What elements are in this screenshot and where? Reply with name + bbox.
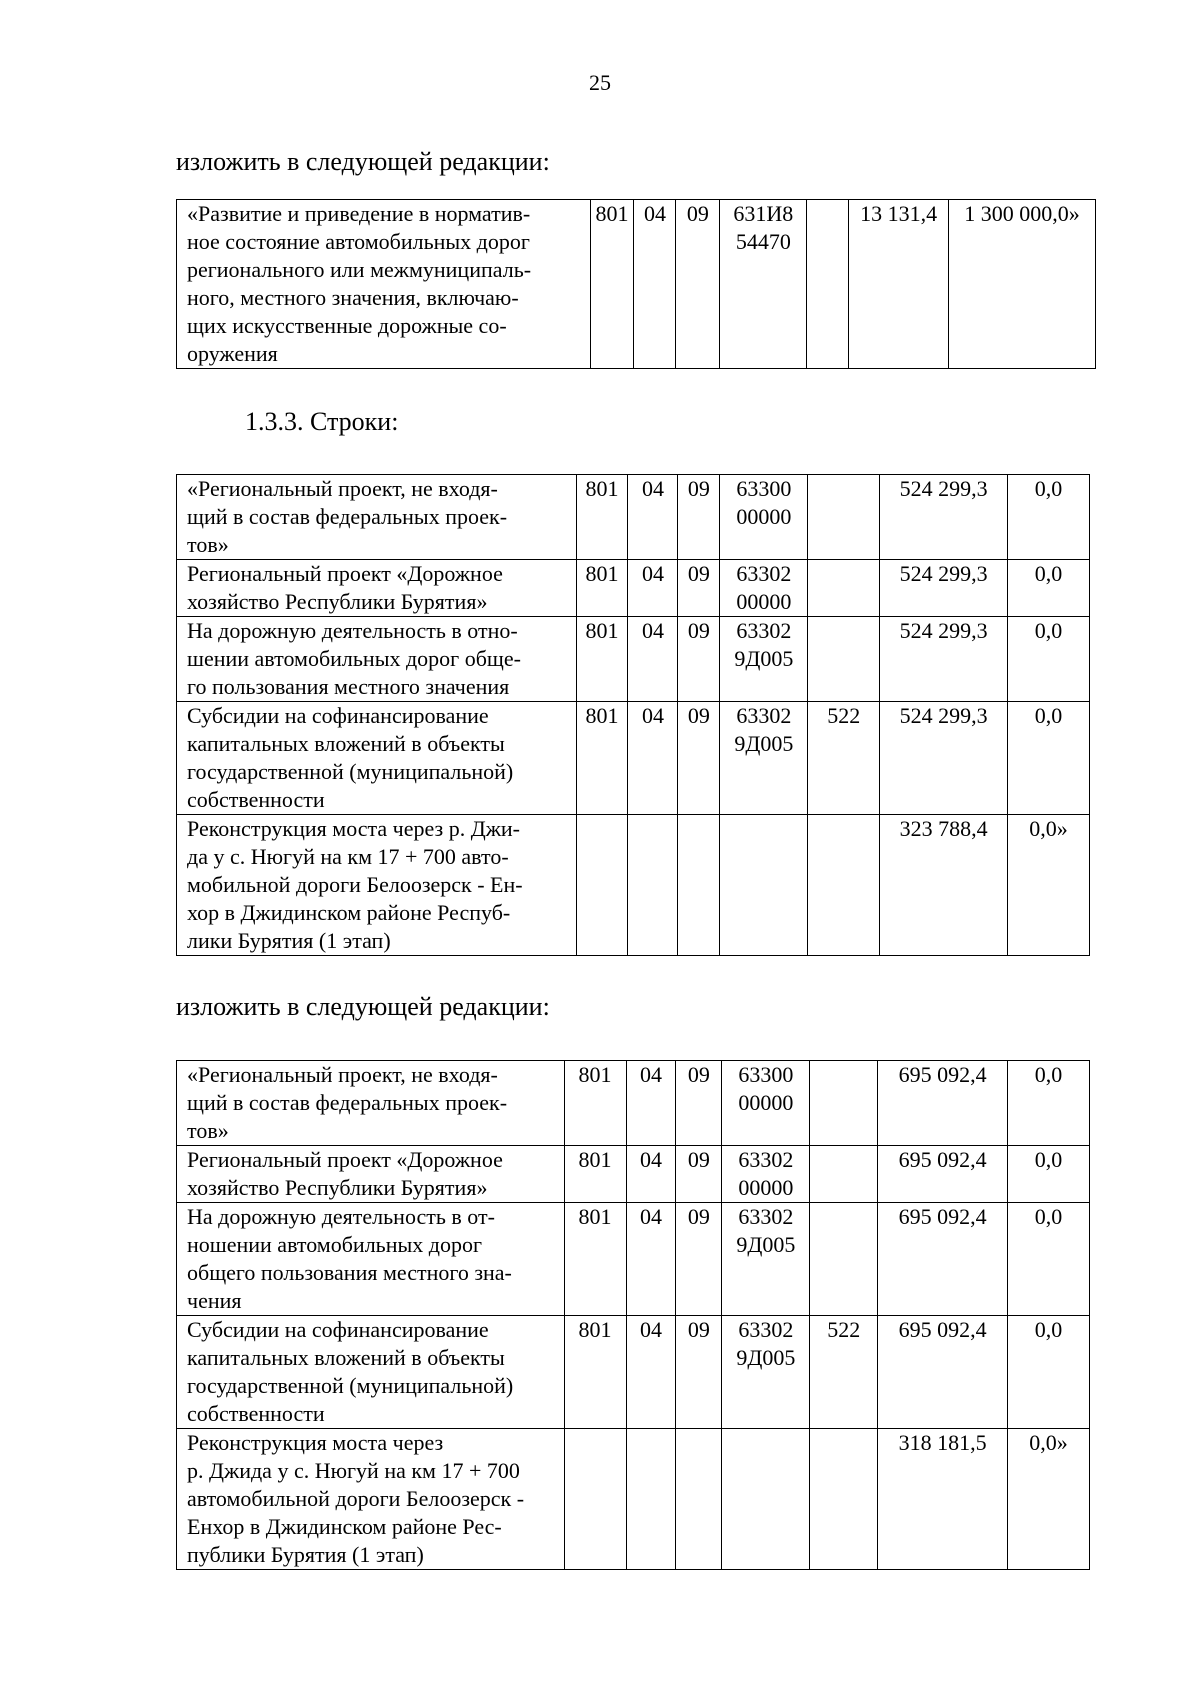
amount-2: 0,0» <box>1008 1429 1090 1570</box>
amount-1: 13 131,4 <box>849 200 949 369</box>
code-target-article: 63302 9Д005 <box>720 617 808 702</box>
code-subsection <box>676 1429 722 1570</box>
code-subsection: 09 <box>678 475 720 560</box>
table-2-body <box>177 475 1090 956</box>
code-expense-type <box>810 1429 878 1570</box>
amount-1: 524 299,3 <box>880 475 1008 560</box>
table-row <box>177 560 1090 617</box>
code-section <box>628 815 678 956</box>
code-subsection: 09 <box>678 560 720 617</box>
row-description: На дорожную деятельность в отно- шении автомобильных дорог обще- го пользования местного значения <box>177 617 577 702</box>
code-department: 801 <box>564 1061 626 1146</box>
table-row <box>177 1316 1090 1429</box>
amount-2: 0,0 <box>1008 560 1090 617</box>
code-target-article: 63302 9Д005 <box>722 1203 810 1316</box>
code-department: 801 <box>564 1316 626 1429</box>
code-subsection: 09 <box>678 702 720 815</box>
amount-2: 0,0 <box>1008 1316 1090 1429</box>
code-expense-type: 522 <box>810 1316 878 1429</box>
amount-1: 695 092,4 <box>878 1316 1008 1429</box>
code-target-article: 63302 9Д005 <box>722 1316 810 1429</box>
amount-2: 0,0 <box>1008 475 1090 560</box>
table-row <box>177 617 1090 702</box>
code-expense-type <box>808 475 880 560</box>
code-expense-type <box>808 617 880 702</box>
section-heading-3: изложить в следующей редакции: <box>176 992 550 1021</box>
code-expense-type <box>808 815 880 956</box>
code-department: 801 <box>576 475 628 560</box>
code-department: 801 <box>564 1146 626 1203</box>
row-description: Реконструкция моста через р. Джи- да у с. Нюгуй на км 17 + 700 авто- мобильной дороги Белоозерск - Ен- хор в Джидинском районе Респуб- лики Бурятия (1 этап) <box>177 815 577 956</box>
code-subsection: 09 <box>678 617 720 702</box>
code-department: 801 <box>576 617 628 702</box>
code-subsection <box>678 815 720 956</box>
row-description: «Развитие и приведение в норматив- ное состояние автомобильных дорог регионального или межмуниципаль- ного, местного значения, включаю- щих искусственные дорожные со- оружения <box>177 200 591 369</box>
amount-1: 524 299,3 <box>880 702 1008 815</box>
code-section: 04 <box>628 702 678 815</box>
code-subsection: 09 <box>676 200 720 369</box>
code-target-article: 63302 9Д005 <box>720 702 808 815</box>
page-number: 25 <box>589 70 611 95</box>
code-expense-type <box>807 200 849 369</box>
row-description: Региональный проект «Дорожное хозяйство Республики Бурятия» <box>177 1146 565 1203</box>
code-target-article: 631И8 54470 <box>720 200 807 369</box>
code-expense-type <box>808 560 880 617</box>
row-description: Субсидии на софинансирование капитальных вложений в объекты государственной (муниципальной) собственности <box>177 1316 565 1429</box>
table-row <box>177 200 1096 369</box>
code-department: 801 <box>590 200 634 369</box>
budget-table-3 <box>176 1060 1090 1570</box>
code-expense-type <box>810 1203 878 1316</box>
table-row <box>177 702 1090 815</box>
amount-1: 695 092,4 <box>878 1203 1008 1316</box>
amount-2: 0,0 <box>1008 1203 1090 1316</box>
code-section: 04 <box>626 1316 676 1429</box>
code-department <box>564 1429 626 1570</box>
code-department: 801 <box>576 702 628 815</box>
table-row <box>177 1061 1090 1146</box>
code-target-article: 63302 00000 <box>722 1146 810 1203</box>
code-section: 04 <box>634 200 676 369</box>
code-target-article <box>720 815 808 956</box>
amount-2: 0,0 <box>1008 617 1090 702</box>
code-subsection: 09 <box>676 1061 722 1146</box>
budget-table-2 <box>176 474 1090 956</box>
code-subsection: 09 <box>676 1316 722 1429</box>
amount-1: 323 788,4 <box>880 815 1008 956</box>
code-section <box>626 1429 676 1570</box>
code-expense-type <box>810 1146 878 1203</box>
amount-2: 1 300 000,0» <box>949 200 1096 369</box>
code-department: 801 <box>576 560 628 617</box>
amount-2: 0,0» <box>1008 815 1090 956</box>
code-target-article: 63300 00000 <box>720 475 808 560</box>
amount-2: 0,0 <box>1008 1146 1090 1203</box>
row-description: На дорожную деятельность в от- ношении автомобильных дорог общего пользования местного зна- чения <box>177 1203 565 1316</box>
code-section: 04 <box>628 475 678 560</box>
table-row <box>177 475 1090 560</box>
amount-1: 524 299,3 <box>880 617 1008 702</box>
table-1-body <box>177 200 1096 369</box>
table-row <box>177 1146 1090 1203</box>
amount-1: 695 092,4 <box>878 1061 1008 1146</box>
amount-1: 524 299,3 <box>880 560 1008 617</box>
code-section: 04 <box>626 1203 676 1316</box>
budget-table-1 <box>176 199 1096 369</box>
code-target-article: 63300 00000 <box>722 1061 810 1146</box>
code-section: 04 <box>628 560 678 617</box>
code-department <box>576 815 628 956</box>
code-expense-type: 522 <box>808 702 880 815</box>
row-description: «Региональный проект, не входя- щий в состав федеральных проек- тов» <box>177 1061 565 1146</box>
amount-2: 0,0 <box>1008 1061 1090 1146</box>
table-row <box>177 815 1090 956</box>
row-description: Региональный проект «Дорожное хозяйство Республики Бурятия» <box>177 560 577 617</box>
table-row <box>177 1203 1090 1316</box>
section-heading-1: изложить в следующей редакции: <box>176 147 550 176</box>
code-target-article: 63302 00000 <box>720 560 808 617</box>
code-section: 04 <box>628 617 678 702</box>
code-expense-type <box>810 1061 878 1146</box>
table-row <box>177 1429 1090 1570</box>
section-heading-2: 1.3.3. Строки: <box>245 407 399 436</box>
table-3-body <box>177 1061 1090 1570</box>
code-target-article <box>722 1429 810 1570</box>
amount-1: 318 181,5 <box>878 1429 1008 1570</box>
amount-1: 695 092,4 <box>878 1146 1008 1203</box>
row-description: Реконструкция моста через р. Джида у с. Нюгуй на км 17 + 700 автомобильной дороги Белоозерск - Енхор в Джидинском районе Рес- публики Бурятия (1 этап) <box>177 1429 565 1570</box>
code-department: 801 <box>564 1203 626 1316</box>
code-subsection: 09 <box>676 1146 722 1203</box>
row-description: «Региональный проект, не входя- щий в состав федеральных проек- тов» <box>177 475 577 560</box>
amount-2: 0,0 <box>1008 702 1090 815</box>
code-section: 04 <box>626 1146 676 1203</box>
code-section: 04 <box>626 1061 676 1146</box>
code-subsection: 09 <box>676 1203 722 1316</box>
row-description: Субсидии на софинансирование капитальных вложений в объекты государственной (муниципальной) собственности <box>177 702 577 815</box>
